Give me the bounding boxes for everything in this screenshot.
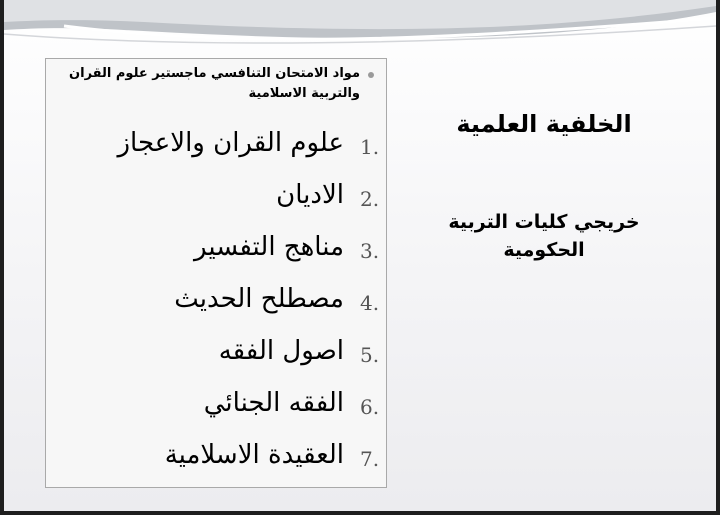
content-placeholder[interactable] (45, 58, 387, 488)
list-item (46, 227, 388, 279)
list-item (46, 435, 388, 487)
bullet-point-icon (368, 72, 374, 78)
list-item-text: اصول الفقه (218, 336, 344, 366)
header-swoosh-decoration (4, 0, 716, 60)
list-item-number: 1. (360, 135, 380, 159)
list-item-number: 5. (360, 343, 380, 367)
list-item-number: 7. (360, 447, 380, 471)
list-item-text: العقيدة الاسلامية (164, 440, 344, 470)
list-item-text: مصطلح الحديث (174, 284, 344, 314)
list-item-text: الفقه الجنائي (203, 388, 344, 418)
section-subtitle: خريجي كليات التربية الحكومية (448, 211, 640, 261)
list-item (46, 175, 388, 227)
list-item-number: 2. (360, 187, 380, 211)
subject-list (46, 123, 388, 487)
list-item-number: 3. (360, 239, 380, 263)
list-item (46, 331, 388, 383)
list-item (46, 279, 388, 331)
bullet-heading: مواد الامتحان التنافسي ماجستير علوم القران والتربية الاسلامية (69, 66, 360, 101)
list-item (46, 383, 388, 435)
list-item-number: 4. (360, 291, 380, 315)
list-item-number: 6. (360, 395, 380, 419)
list-item (46, 123, 388, 175)
section-title: الخلفية العلمية (456, 110, 632, 138)
list-item-text: مناهج التفسير (194, 232, 344, 262)
slide-canvas (4, 0, 716, 511)
list-item-text: الاديان (276, 180, 344, 210)
list-item-text: علوم القران والاعجاز (117, 128, 344, 158)
